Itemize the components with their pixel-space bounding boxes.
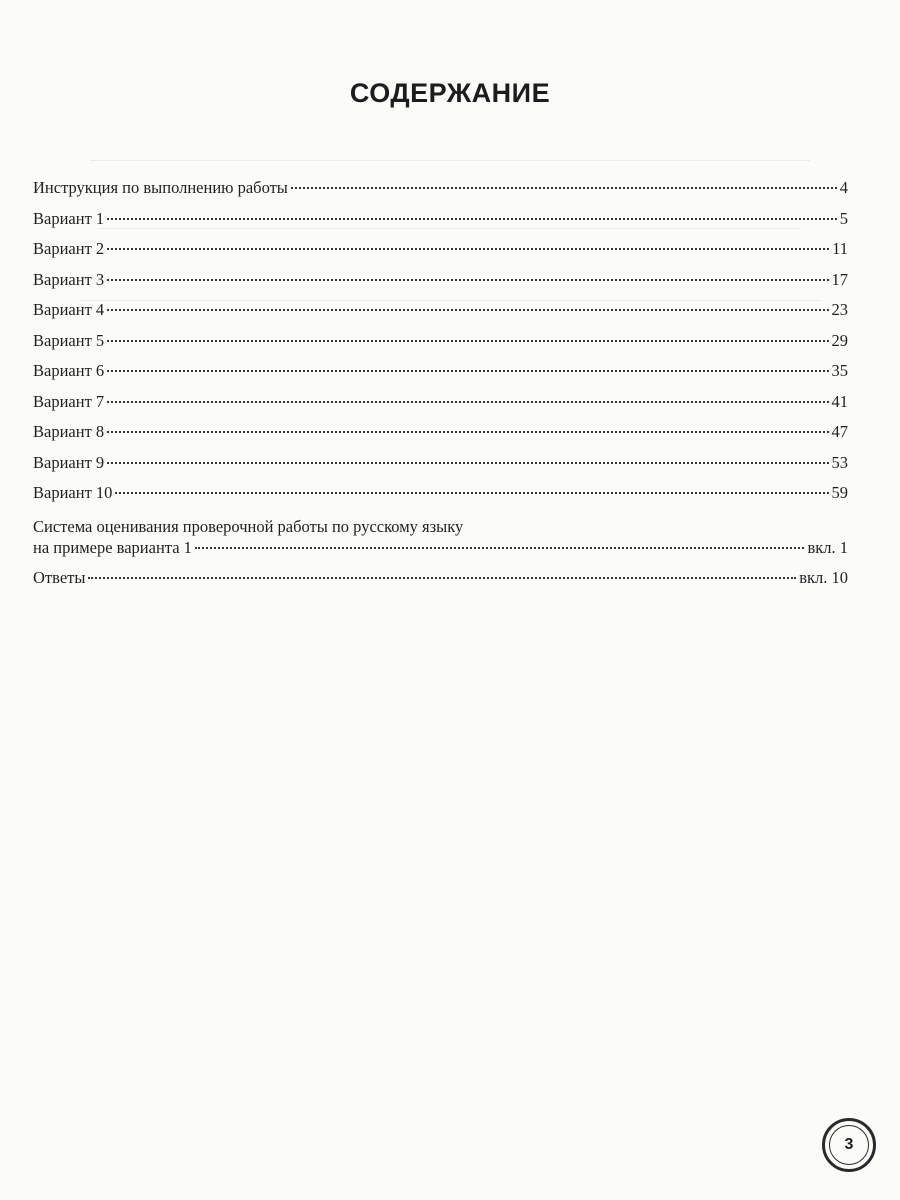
toc-entry-label: на примере варианта 1 [33,537,192,557]
leader-dots [107,218,837,220]
toc-entry-page: 59 [831,483,848,502]
toc-entry-page: 47 [831,422,848,441]
toc-entry-page: 41 [831,391,848,411]
toc-entry-label: Вариант 4 [33,300,105,319]
bleed-through-line [90,160,810,161]
leader-dots [107,370,828,372]
page-title: СОДЕРЖАНИЕ [349,78,551,108]
leader-dots [107,431,828,433]
toc-entry-label: Вариант 2 [33,239,105,258]
toc-entry-variant-3[interactable] [33,270,848,301]
toc-entry-variant-4[interactable] [33,300,848,331]
page-number: 3 [829,1125,869,1165]
toc-entry-label: Вариант 5 [33,330,105,350]
leader-dots [107,401,828,403]
leader-dots [107,309,828,311]
toc-entry-grading-system[interactable] [33,516,848,568]
toc-entry-label: Вариант 9 [33,452,105,472]
toc-entry-label: Вариант 1 [33,208,105,228]
toc-entry-page: 35 [831,361,848,380]
toc-entry-label: Вариант 3 [33,269,105,289]
toc-entry-page: вкл. 1 [807,537,848,557]
toc-entry-variant-10[interactable] [33,483,848,514]
page-number-badge [822,1118,876,1172]
toc-entry-label: Вариант 10 [33,483,113,502]
leader-dots [107,248,829,250]
toc-entry-answers[interactable] [33,568,848,599]
leader-dots [107,340,828,342]
toc-entry-label: Вариант 8 [33,422,105,441]
toc-entry-page: 11 [832,239,848,258]
leader-dots [107,462,828,464]
toc-entry-variant-1[interactable] [33,209,848,240]
leader-dots [195,547,805,549]
leader-dots [291,187,837,189]
toc-entry-label: Вариант 7 [33,391,105,411]
toc-entry-page: 5 [839,208,848,228]
leader-dots [88,577,796,579]
leader-dots [107,279,828,281]
toc-entry-page: вкл. 10 [799,567,848,587]
toc-entry-page: 4 [839,178,848,197]
leader-dots [115,492,828,494]
toc-entry-instructions[interactable] [33,178,848,209]
toc-entry-page: 23 [831,300,848,319]
toc-entry-label: Инструкция по выполнению работы [33,178,288,197]
table-of-contents [33,178,848,598]
toc-entry-variant-7[interactable] [33,392,848,423]
toc-entry-page: 17 [831,269,848,289]
toc-entry-variant-2[interactable] [33,239,848,270]
toc-entry-variant-9[interactable] [33,453,848,484]
toc-entry-variant-6[interactable] [33,361,848,392]
toc-entry-label: Ответы [33,567,86,587]
toc-entry-page: 29 [831,330,848,350]
toc-entry-label: Вариант 6 [33,361,105,380]
toc-entry-page: 53 [831,452,848,472]
toc-entry-label: Система оценивания проверочной работы по русскому языку [33,516,464,536]
toc-entry-variant-8[interactable] [33,422,848,453]
toc-entry-variant-5[interactable] [33,331,848,362]
